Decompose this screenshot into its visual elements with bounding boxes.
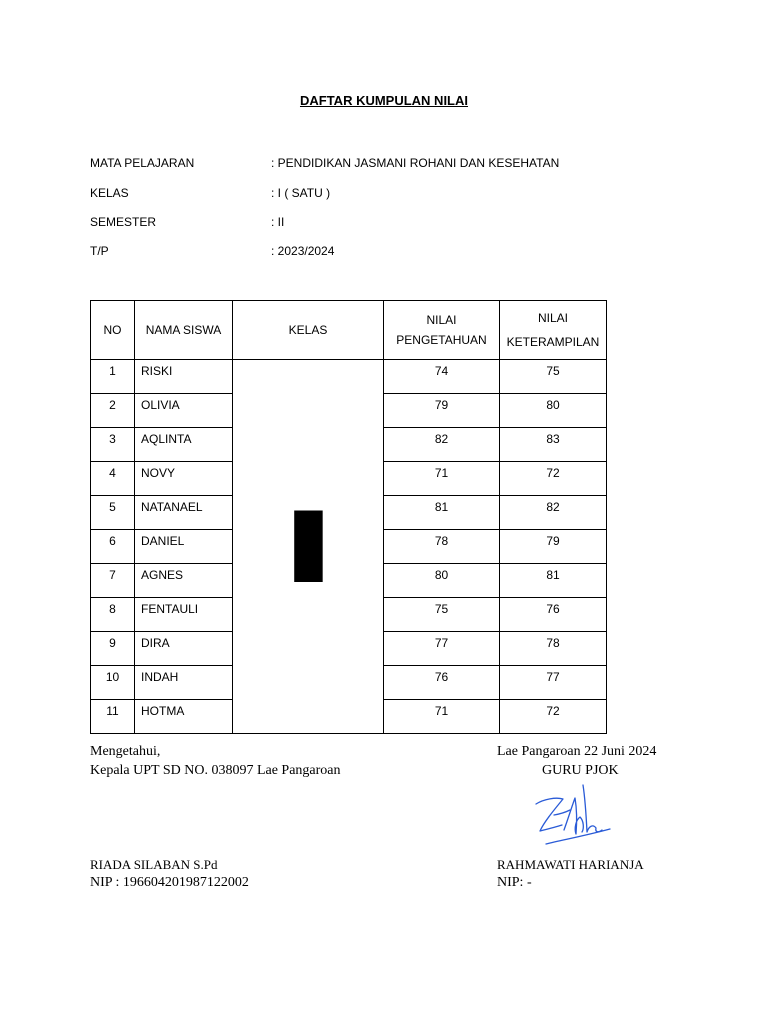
row-no: 5 [91, 496, 135, 530]
row-nilai-pengetahuan: 78 [384, 530, 500, 564]
row-nilai-pengetahuan: 71 [384, 700, 500, 734]
row-nilai-keterampilan: 77 [500, 666, 607, 700]
right-sign-nip: NIP: - [497, 875, 532, 890]
row-nilai-pengetahuan: 79 [384, 394, 500, 428]
row-nilai-pengetahuan: 76 [384, 666, 500, 700]
header-label: PENGETAHUAN [396, 333, 487, 347]
row-nilai-pengetahuan: 74 [384, 360, 500, 394]
header-nilai-keterampilan [500, 301, 607, 360]
row-nilai-keterampilan: 78 [500, 632, 607, 666]
row-no: 10 [91, 666, 135, 700]
row-nilai-keterampilan: 76 [500, 598, 607, 632]
kelas-value: I [280, 488, 336, 605]
row-no: 8 [91, 598, 135, 632]
left-sign-line2: Kepala UPT SD NO. 038097 Lae Pangaroan [90, 763, 341, 778]
row-no: 3 [91, 428, 135, 462]
info-value: : PENDIDIKAN JASMANI ROHANI DAN KESEHATAN [271, 156, 560, 170]
row-nilai-pengetahuan: 81 [384, 496, 500, 530]
row-nilai-pengetahuan: 80 [384, 564, 500, 598]
row-nilai-keterampilan: 80 [500, 394, 607, 428]
row-nama-siswa: HOTMA [135, 700, 233, 734]
header-label: NILAI [537, 311, 568, 325]
header-nilai-pengetahuan [384, 301, 500, 360]
signature-strokes [536, 785, 610, 844]
left-sign-name: RIADA SILABAN S.Pd [90, 857, 218, 872]
header-nama-siswa: NAMA SISWA [135, 301, 233, 360]
row-nama-siswa: NATANAEL [135, 496, 233, 530]
table-row [91, 360, 607, 394]
row-nama-siswa: RISKI [135, 360, 233, 394]
info-label: T/P [90, 244, 109, 258]
header-kelas: KELAS [233, 301, 384, 360]
left-sign-line1: Mengetahui, [90, 744, 161, 759]
row-nilai-pengetahuan: 71 [384, 462, 500, 496]
row-no: 11 [91, 700, 135, 734]
left-sign-nip: NIP : 196604201987122002 [90, 875, 249, 890]
row-nilai-keterampilan: 75 [500, 360, 607, 394]
info-value: : 2023/2024 [271, 244, 335, 258]
row-nama-siswa: INDAH [135, 666, 233, 700]
row-no: 7 [91, 564, 135, 598]
info-label: KELAS [90, 186, 129, 200]
row-nama-siswa: NOVY [135, 462, 233, 496]
row-nilai-pengetahuan: 82 [384, 428, 500, 462]
right-sign-line1: Lae Pangaroan 22 Juni 2024 [497, 744, 657, 759]
row-no: 6 [91, 530, 135, 564]
row-nilai-keterampilan: 83 [500, 428, 607, 462]
table-header-row [91, 301, 607, 360]
row-nilai-keterampilan: 82 [500, 496, 607, 530]
info-value: : I ( SATU ) [271, 186, 331, 200]
row-nama-siswa: OLIVIA [135, 394, 233, 428]
row-no: 2 [91, 394, 135, 428]
info-value: : II [271, 215, 285, 229]
grades-table [90, 300, 607, 734]
row-nama-siswa: DIRA [135, 632, 233, 666]
handwritten-signature [532, 784, 614, 854]
row-nilai-keterampilan: 81 [500, 564, 607, 598]
row-no: 4 [91, 462, 135, 496]
row-nama-siswa: AQLINTA [135, 428, 233, 462]
row-nama-siswa: DANIEL [135, 530, 233, 564]
row-nama-siswa: AGNES [135, 564, 233, 598]
right-sign-name: RAHMAWATI HARIANJA [497, 857, 644, 872]
row-nilai-keterampilan: 72 [500, 700, 607, 734]
right-sign-line2: GURU PJOK [542, 763, 619, 778]
header-no: NO [91, 301, 135, 360]
info-label: MATA PELAJARAN [90, 156, 195, 170]
document-title: DAFTAR KUMPULAN NILAI [299, 93, 469, 108]
row-no: 1 [91, 360, 135, 394]
row-nama-siswa: FENTAULI [135, 598, 233, 632]
header-label: KETERAMPILAN [506, 335, 600, 349]
kelas-merged-cell [233, 360, 384, 734]
row-nilai-pengetahuan: 77 [384, 632, 500, 666]
info-label: SEMESTER [90, 215, 157, 229]
row-nilai-pengetahuan: 75 [384, 598, 500, 632]
row-nilai-keterampilan: 72 [500, 462, 607, 496]
row-no: 9 [91, 632, 135, 666]
row-nilai-keterampilan: 79 [500, 530, 607, 564]
header-label: NILAI [426, 313, 457, 327]
